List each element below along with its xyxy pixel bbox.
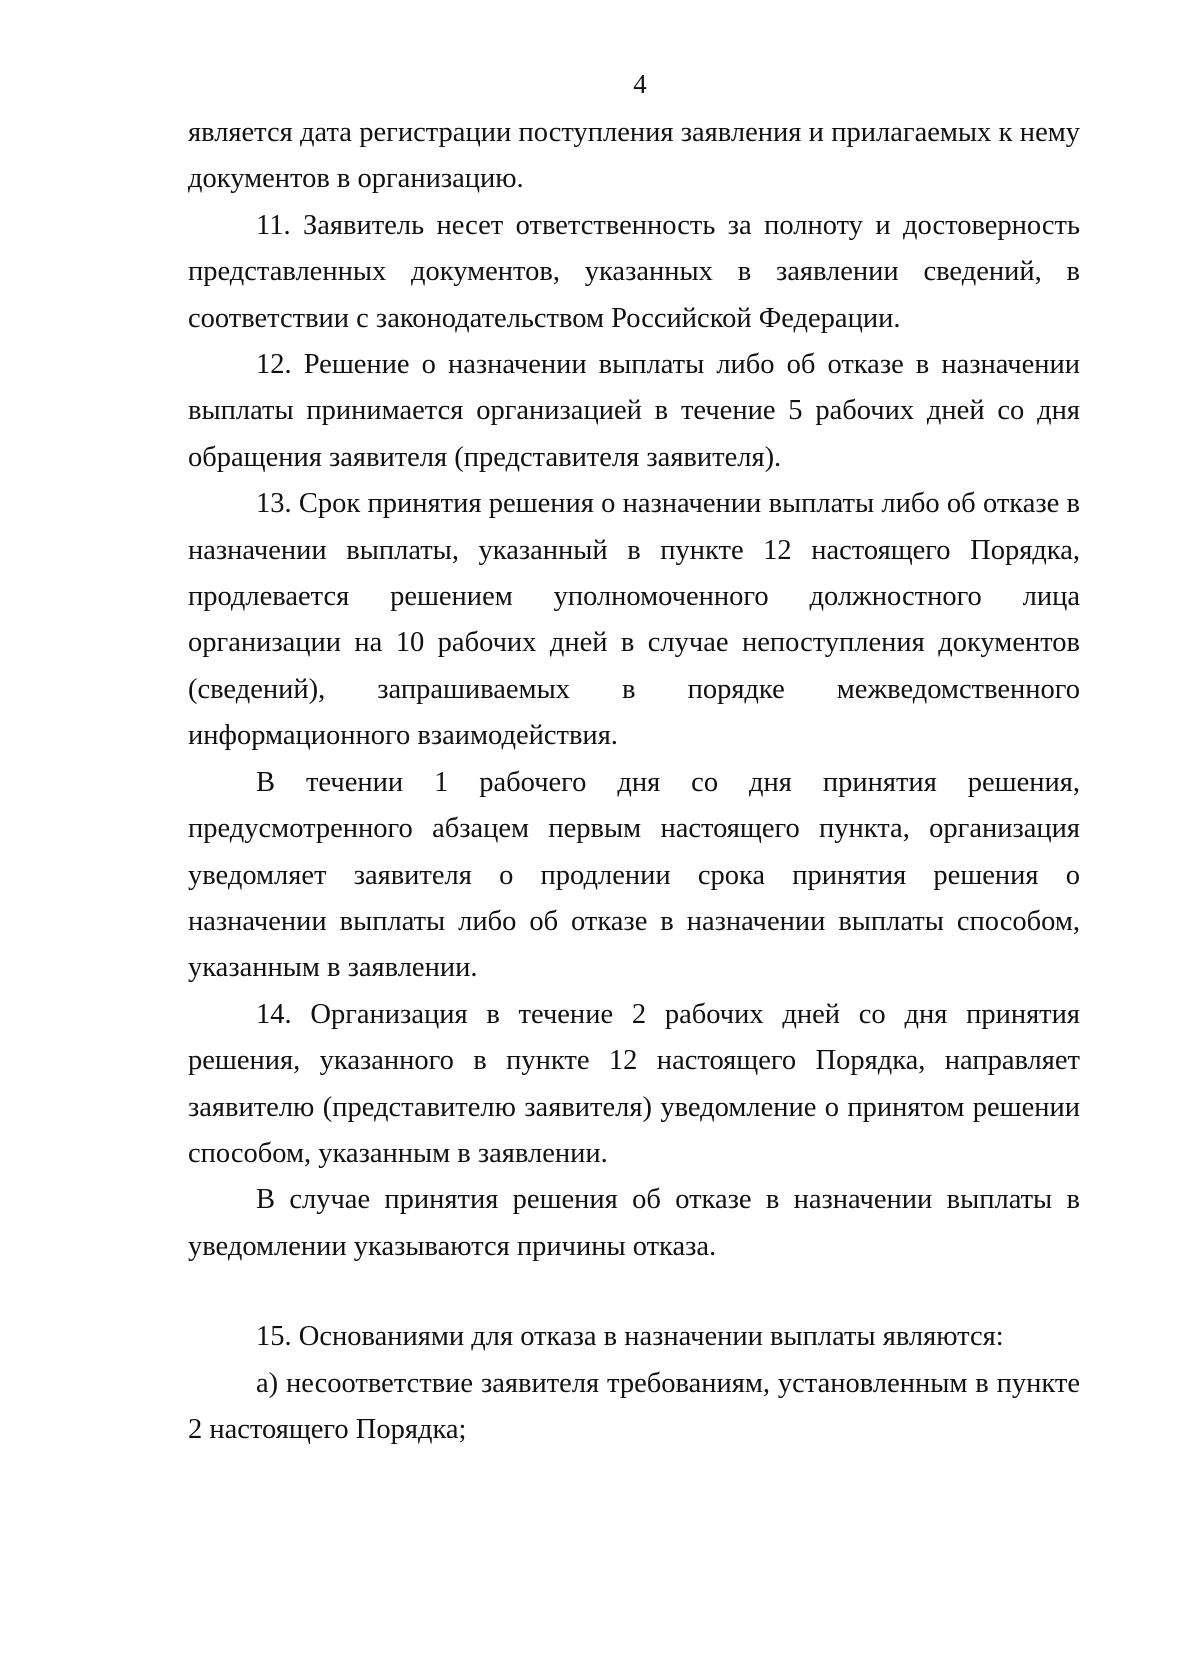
paragraph-13: 13. Срок принятия решения о назначении выплаты либо об отказе в назначении выплаты, указанный в пункте 12 настоящего Порядка, продлевается решением уполномоченного должностного лица организации на 10 рабочих дней в случае непоступления документов (сведений), запрашиваемых в порядке межведомственного информационного взаимодействия. — [188, 488, 1080, 752]
paragraph-14-second: В случае принятия решения об отказе в назначении выплаты в уведомлении указываются причины отказа. — [188, 1184, 1080, 1262]
document-body — [188, 110, 1080, 1453]
page-number: 4 — [633, 69, 647, 99]
paragraph-continuation: является дата регистрации поступления заявления и прилагаемых к нему документов в организацию. — [188, 117, 1080, 195]
paragraph-15: 15. Основаниями для отказа в назначении выплаты являются: — [256, 1321, 1004, 1353]
paragraph-11: 11. Заявитель несет ответственность за полноту и достоверность представленных документов, указанных в заявлении сведений, в соответствии с законодательством Российской Федерации. — [188, 209, 1080, 334]
paragraph-15-a: а) несоответствие заявителя требованиям, установленным в пункте 2 настоящего Порядка; — [188, 1367, 1080, 1445]
paragraph-12: 12. Решение о назначении выплаты либо об отказе в назначении выплаты принимается организацией в течение 5 рабочих дней со дня обращения заявителя (представителя заявителя). — [188, 349, 1080, 473]
paragraph-14: 14. Организация в течение 2 рабочих дней со дня принятия решения, указанного в пункте 12 настоящего Порядка, направляет заявителю (представителю заявителя) уведомление о принятом решении способом, указанным в заявлении. — [188, 998, 1080, 1169]
paragraph-13-second: В течении 1 рабочего дня со дня принятия решения, предусмотренного абзацем первым настоящего пункта, организация уведомляет заявителя о продлении срока принятия решения о назначении выплаты либо об отказе в назначении выплаты способом, указанным в заявлении. — [188, 766, 1080, 984]
